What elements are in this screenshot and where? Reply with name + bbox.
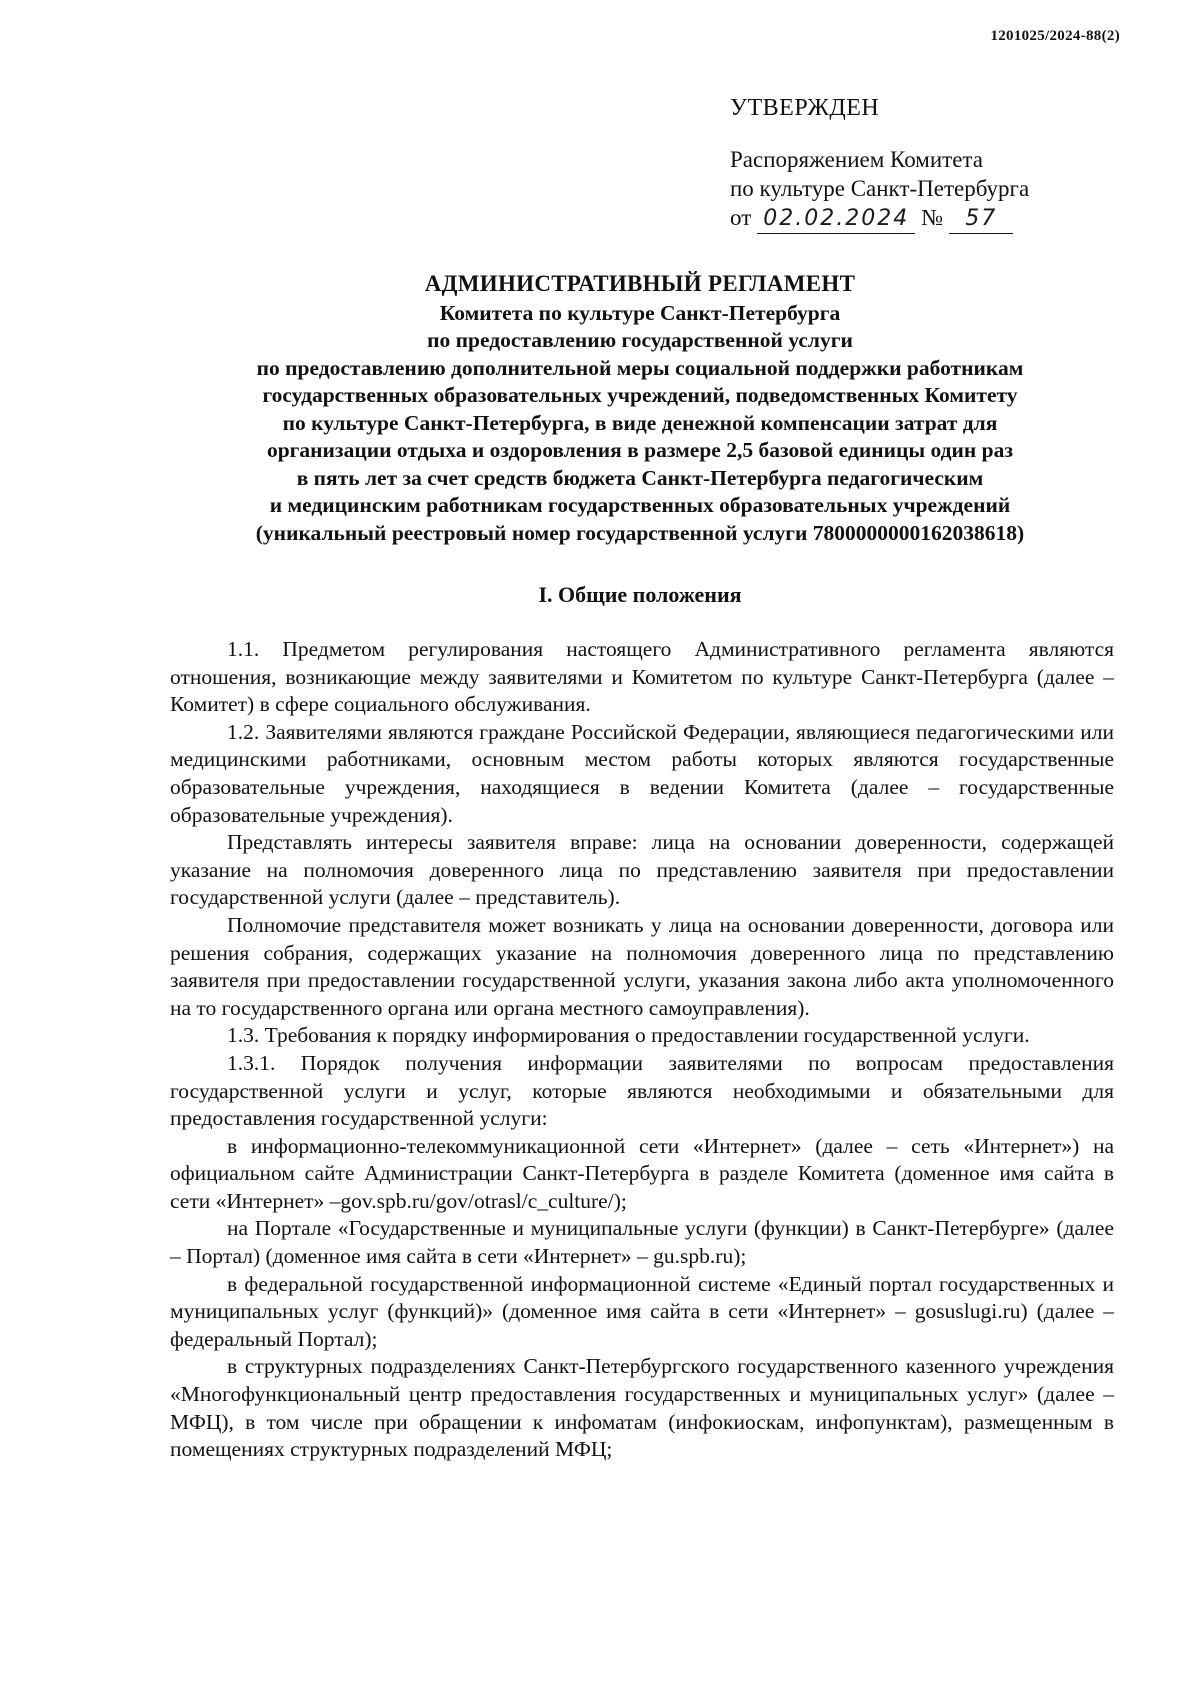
approval-line-2: по культуре Санкт-Петербурга bbox=[730, 176, 1030, 201]
paragraph: 1.3.1. Порядок получения информации заявителями по вопросам предоставления государственной услуги и услуг, которые являются необходимыми и обязательными для предоставления государственной услуги: bbox=[170, 1050, 1114, 1131]
title-line: Комитета по культуре Санкт-Петербурга bbox=[439, 300, 841, 325]
document-number: 1201025/2024-88(2) bbox=[990, 28, 1120, 44]
title-line: по предоставлению дополнительной меры социальной поддержки работникам bbox=[256, 355, 1024, 380]
document-title bbox=[160, 270, 1120, 547]
title-line: в пять лет за счет средств бюджета Санкт-Петербурга педагогическим bbox=[296, 465, 984, 490]
title-main: АДМИНИСТРАТИВНЫЙ РЕГЛАМЕНТ bbox=[424, 271, 856, 296]
title-line: (уникальный реестровый номер государственной услуги 7800000000162038618) bbox=[255, 520, 1025, 545]
body-text bbox=[170, 636, 1114, 1464]
approval-block bbox=[730, 94, 1120, 234]
date-prefix: от bbox=[730, 205, 752, 230]
number-prefix: № bbox=[921, 205, 944, 230]
title-line: государственных образовательных учреждений, подведомственных Комитету bbox=[262, 383, 1018, 407]
paragraph: 1.1. Предметом регулирования настоящего Административного регламента являются отношения, возникающие между заявителями и Комитетом по культуре Санкт-Петербурга (далее – Комитет) в сфере социального обслуживания. bbox=[170, 637, 1114, 717]
title-line: по культуре Санкт-Петербурга, в виде денежной компенсации затрат для bbox=[282, 410, 998, 435]
approval-stamp: УТВЕРЖДЕН bbox=[730, 95, 880, 121]
paragraph: в федеральной государственной информационной системе «Единый портал государственных и муниципальных услуг (функций)» (доменное имя сайта в сети «Интернет» – gosuslugi.ru) (далее – федеральный Портал); bbox=[170, 1271, 1114, 1351]
section-heading: I. Общие положения bbox=[538, 582, 742, 607]
paragraph: 1.2. Заявителями являются граждане Российской Федерации, являющиеся педагогическими или медицинскими работниками, основным местом работы которых являются государственные образовательные учреждения, находящиеся в ведении Комитета (далее – государственные образовательные учреждения). bbox=[170, 719, 1114, 827]
handwritten-number: 57 bbox=[949, 204, 1013, 234]
approval-date-line bbox=[730, 203, 1120, 234]
paragraph: Полномочие представителя может возникать у лица на основании доверенности, договора или решения собрания, содержащих указание на полномочия доверенного лица по представлению заявителя при предоставлении государственной услуги, указания закона либо акта уполномоченного на то государственного органа или органа местного самоуправления). bbox=[170, 912, 1114, 1020]
paragraph: на Портале «Государственные и муниципальные услуги (функции) в Санкт-Петербурге» (далее – Портал) (доменное имя сайта в сети «Интернет» – gu.spb.ru); bbox=[170, 1216, 1114, 1269]
title-line: организации отдыха и оздоровления в размере 2,5 базовой единицы один раз bbox=[266, 438, 1014, 462]
approval-line-1: Распоряжением Комитета bbox=[730, 147, 983, 172]
paragraph: 1.3. Требования к порядку информирования о предоставлении государственной услуги. bbox=[227, 1023, 1030, 1048]
title-line: по предоставлению государственной услуги bbox=[427, 328, 853, 352]
paragraph: в информационно-телекоммуникационной сети «Интернет» (далее – сеть «Интернет») на официальном сайте Администрации Санкт-Петербурга в разделе Комитета (доменное имя сайта в сети «Интернет» –gov.spb.ru/gov/otrasl/c_culture/); bbox=[170, 1133, 1114, 1213]
handwritten-date: 02.02.2024 bbox=[757, 204, 915, 234]
title-line: и медицинским работникам государственных образовательных учреждений bbox=[269, 493, 1011, 517]
paragraph: Представлять интересы заявителя вправе: лица на основании доверенности, содержащей указание на полномочия доверенного лица по представлению заявителя при предоставлении государственной услуги (далее – представитель). bbox=[170, 830, 1114, 910]
paragraph: в структурных подразделениях Санкт-Петербургского государственного казенного учреждения «Многофункциональный центр предоставления государственных и муниципальных услуг» (далее – МФЦ), в том числе при обращении к инфоматам (инфокиоскам, инфопунктам), размещенным в помещениях структурных подразделений МФЦ; bbox=[170, 1354, 1114, 1462]
